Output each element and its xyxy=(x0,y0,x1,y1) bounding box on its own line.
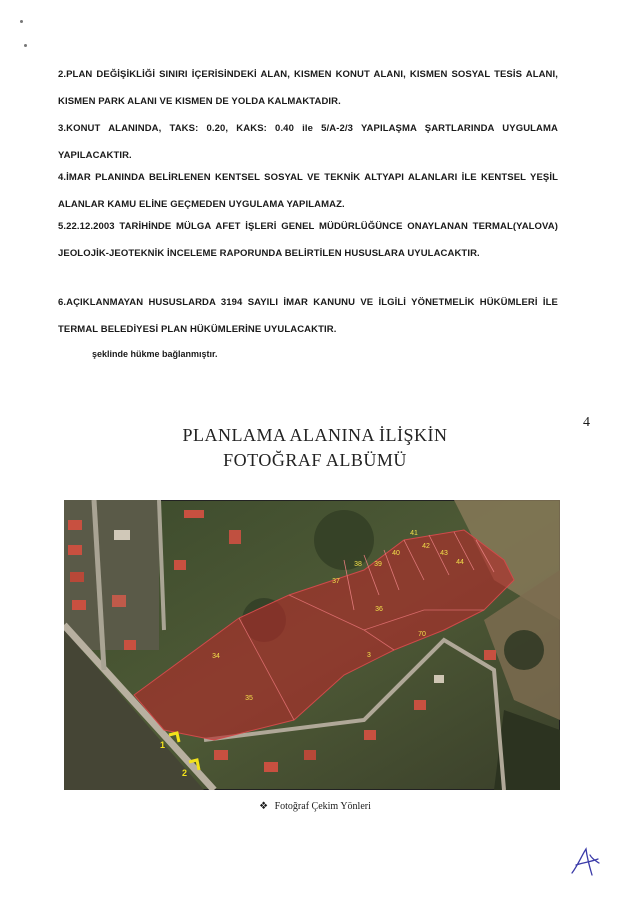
scan-dot xyxy=(24,44,27,47)
photo-caption xyxy=(0,801,630,812)
parcel-label: 70 xyxy=(418,631,426,638)
aerial-photo xyxy=(64,500,560,790)
parcel-label: 35 xyxy=(245,695,253,702)
closing-text: şeklinde hükme bağlanmıştır. xyxy=(92,349,218,359)
parcel-label: 3 xyxy=(367,652,371,659)
shot-label: 2 xyxy=(182,768,188,778)
handwritten-signature xyxy=(568,845,602,879)
parcel-label: 34 xyxy=(212,653,220,660)
caption-text: Fotoğraf Çekim Yönleri xyxy=(274,801,371,812)
parcel-label: 39 xyxy=(374,561,382,568)
album-title-line2: FOTOĞRAF ALBÜMÜ xyxy=(223,450,407,470)
clause-4: 4.İMAR PLANINDA BELİRLENEN KENTSEL SOSYAL VE TEKNİK ALTYAPI ALANLARI İLE KENTSEL YEŞİL ALANLAR KAMU ELİNE GEÇMEDEN UYGULAMA YAPILAMAZ. xyxy=(58,172,558,210)
clause-5: 5.22.12.2003 TARİHİNDE MÜLGA AFET İŞLERİ GENEL MÜDÜRLÜĞÜNCE ONAYLANAN TERMAL(YALOVA) JEOLOJİK-JEOTEKNİK İNCELEME RAPORUNDA BELİRTİLEN HUSUSLARA UYULACAKTIR. xyxy=(58,221,558,259)
clause-3: 3.KONUT ALANINDA, TAKS: 0.20, KAKS: 0.40 ile 5/A-2/3 YAPILAŞMA ŞARTLARINDA UYGULAMA YAPILACAKTIR. xyxy=(58,123,558,161)
scan-dot xyxy=(20,20,23,23)
caption-bullet: ❖ xyxy=(259,801,269,812)
parcel-label: 38 xyxy=(354,561,362,568)
parcel-label: 41 xyxy=(410,530,418,537)
parcel-label: 43 xyxy=(440,550,448,557)
album-title-line1: PLANLAMA ALANINA İLİŞKİN xyxy=(182,425,448,445)
page-number: 4 xyxy=(583,415,590,430)
shot-label: 1 xyxy=(160,740,166,750)
parcel-label: 36 xyxy=(375,606,383,613)
clause-2: 2.PLAN DEĞİŞİKLİĞİ SINIRI İÇERİSİNDEKİ ALAN, KISMEN KONUT ALANI, KISMEN SOSYAL TESİS ALANI, KISMEN PARK ALANI VE KISMEN DE YOLDA KALMAKTADIR. xyxy=(58,69,558,107)
parcel-label: 40 xyxy=(392,550,400,557)
parcel-label: 37 xyxy=(332,578,340,585)
parcel-label: 42 xyxy=(422,543,430,550)
parcel-label: 44 xyxy=(456,559,464,566)
clause-6: 6.AÇIKLANMAYAN HUSUSLARDA 3194 SAYILI İMAR KANUNU VE İLGİLİ YÖNETMELİK HÜKÜMLERİ İLE TERMAL BELEDİYESİ PLAN HÜKÜMLERİNE UYULACAKTIR. xyxy=(58,297,558,335)
